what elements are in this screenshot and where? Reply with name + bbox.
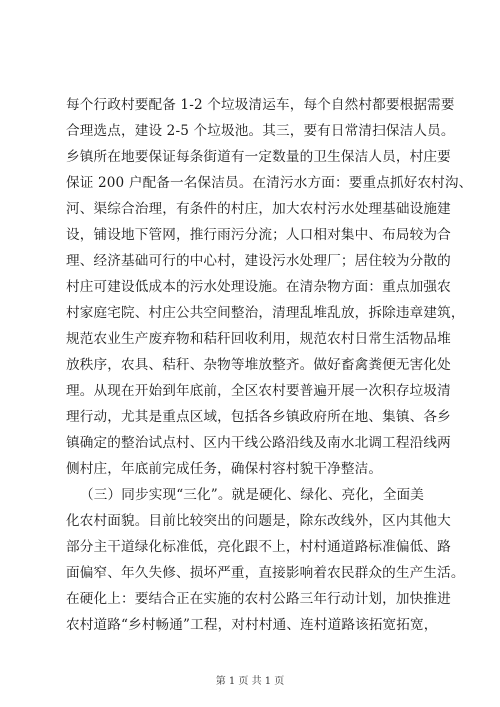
text-line: 设，铺设地下管网，推行雨污分流；人口相对集中、布局较为合 <box>66 227 451 243</box>
text-line: 每个行政村要配备 1-2 个垃圾清运车，每个自然村都要根据需要 <box>66 97 455 113</box>
text-line: 理。从现在开始到年底前，全区农村要普遍开展一次积存垃圾清 <box>66 383 451 399</box>
text-line: 村庄可建设低成本的污水处理设施。在清杂物方面：重点加强农 <box>66 279 451 295</box>
text-line: 化农村面貌。目前比较突出的问题是，除东改线外，区内其他大 <box>66 513 451 529</box>
text-line: 面偏窄、年久失修、损坏严重，直接影响着农民群众的生产生活。 <box>66 565 465 581</box>
text-line: 河、渠综合治理，有条件的村庄，加大农村污水处理基础设施建 <box>66 201 451 217</box>
text-line: 合理选点，建设 2-5 个垃圾池。其三，要有日常清扫保洁人员。 <box>66 123 455 139</box>
text-line: 部分主干道绿化标准低，亮化跟不上，村村通道路标准偏低、路 <box>66 539 451 555</box>
body-text <box>66 92 473 638</box>
text-line: 侧村庄，年底前完成任务，确保村容村貌干净整洁。 <box>66 461 383 477</box>
text-line: 规范农业生产废弃物和秸秆回收利用，规范农村日常生活物品堆 <box>66 331 451 347</box>
text-line: 在硬化上：要结合正在实施的农村公路三年行动计划，加快推进 <box>66 591 451 607</box>
text-line: 镇确定的整治试点村、区内干线公路沿线及南水北调工程沿线两 <box>66 435 451 451</box>
text-line: 放秩序，农具、秸秆、杂物等堆放整齐。做好畜禽粪便无害化处 <box>66 357 451 373</box>
text-line: 乡镇所在地要保证每条街道有一定数量的卫生保洁人员，村庄要 <box>66 149 451 165</box>
text-line: （三）同步实现“三化”。就是硬化、绿化、亮化，全面美 <box>80 487 425 503</box>
text-line: 村家庭宅院、村庄公共空间整治，清理乱堆乱放，拆除违章建筑， <box>66 305 465 321</box>
text-line: 保证 200 户配备一名保洁员。在清污水方面：要重点抓好农村沟、 <box>66 175 473 191</box>
page-footer: 第 1 页 共 1 页 <box>215 676 285 687</box>
text-line: 农村道路“乡村畅通”工程，对村村通、连村道路该拓宽拓宽， <box>66 617 438 633</box>
text-line: 理行动，尤其是重点区域，包括各乡镇政府所在地、集镇、各乡 <box>66 409 451 425</box>
text-line: 理、经济基础可行的中心村，建设污水处理厂；居住较为分散的 <box>66 253 451 269</box>
